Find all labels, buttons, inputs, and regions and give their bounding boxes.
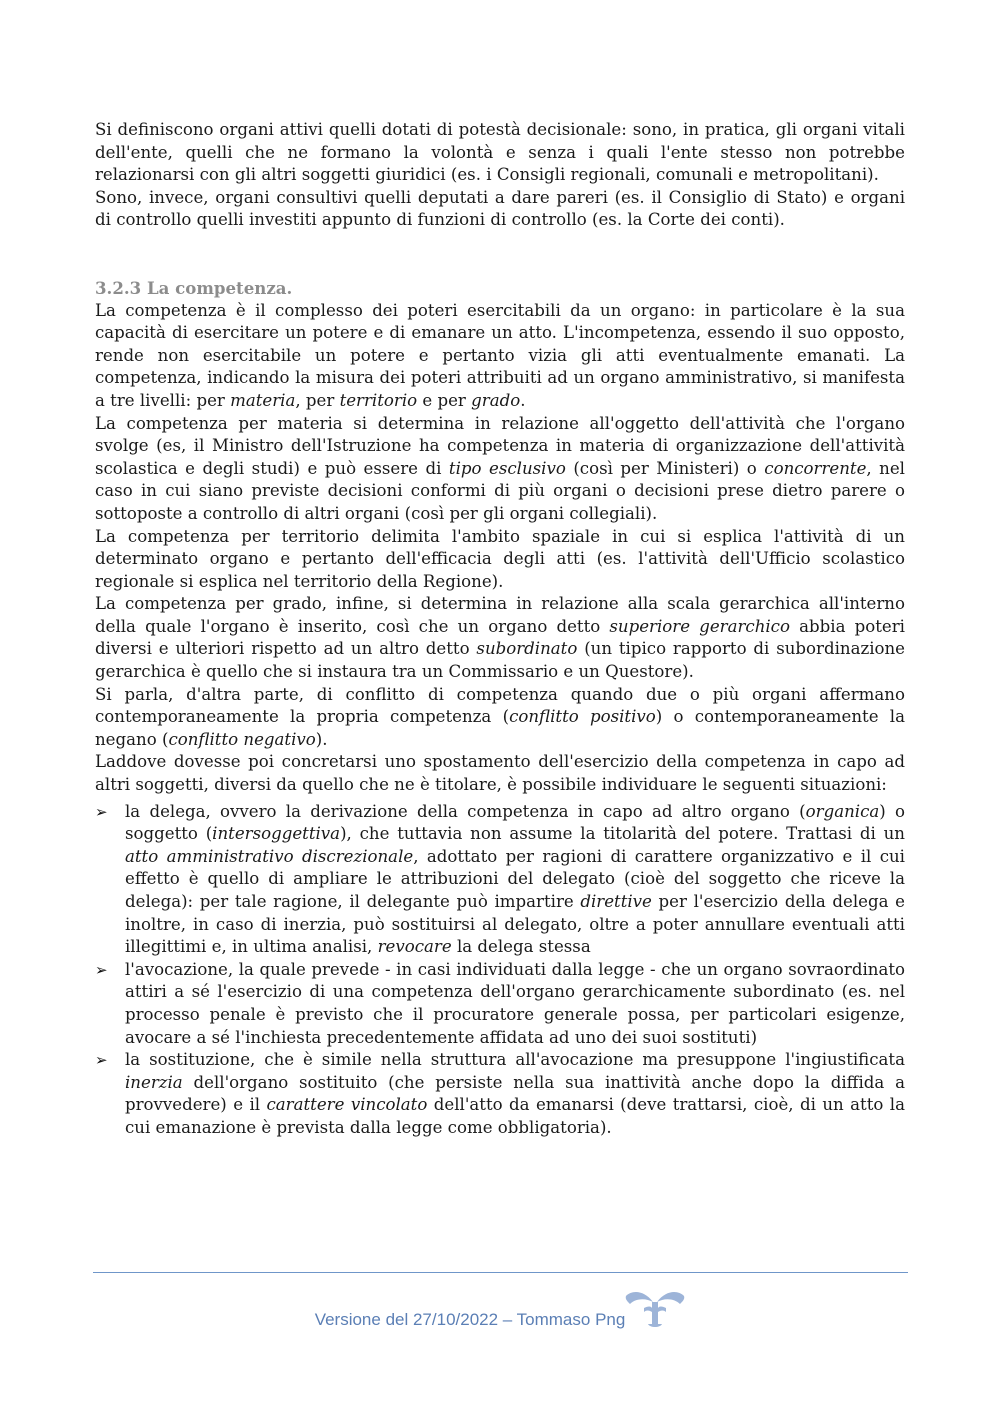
italic-term: revocare [377,937,452,957]
italic-term: materia [230,390,296,410]
list-item-avocazione [95,959,905,1049]
logo-shapes [626,1292,685,1327]
text-run: , nel caso in cui siano previste decisioni conformi di più organi o decisioni prese dietro parere o sottoposte a controllo di altri organi (così per gli organi collegiali). [95,458,905,523]
situations-list [95,801,905,1140]
italic-term: direttive [580,892,652,911]
italic-term: territorio [339,390,418,410]
footer-version-text: Versione del 27/10/2022 – Tommaso Png [314,1310,626,1329]
arrow-bullet-icon: ➢ [95,960,108,979]
italic-term: conflitto negativo [168,729,316,749]
italic-term: superiore gerarchico [609,616,790,636]
italic-term: organica [805,801,880,821]
text-run: ) o contemporaneamente la negano ( [95,707,905,749]
text-run: ). [315,729,328,749]
paragraph-competenza-territorio: La competenza per territorio delimita l'ambito spaziale in cui si esplica l'attività di un determinato organo e pertanto dell'efficacia degli atti (es. l'attività dell'Ufficio scolastico regionale si esplica nel territorio della Regione). [95,526,905,591]
text-run: abbia poteri diversi e ulteriori rispetto ad un altro detto [95,616,905,659]
text-run: . [520,390,526,410]
paragraph-organi-attivi: Si definiscono organi attivi quelli dotati di potestà decisionale: sono, in pratica, gli organi vitali dell'ente, quelli che ne formano la volontà e senza i quali l'ente stesso non potrebbe relazionarsi con gli altri soggetti giuridici (es. i Consigli regionali, comunali e metropolitani). [95,120,905,185]
list-item-sostituzione [95,1049,905,1139]
paragraph-conflitto-competenza [95,684,905,752]
italic-term: grado [471,390,521,410]
text-run: (un tipico rapporto di subordinazione gerarchica è quello che si instaura tra un Commissario e un Questore). [95,639,906,682]
arrow-bullet-icon: ➢ [95,1051,108,1070]
arrow-bullet-icon: ➢ [95,802,108,821]
italic-term: concorrente [764,458,867,478]
footer-divider [93,1272,908,1273]
italic-term: tipo esclusivo [448,458,566,478]
text-run: ) o soggetto ( [125,801,905,844]
list-item-delega [95,801,905,959]
paragraph-competenza-definizione [95,300,905,413]
text-run: , per [295,390,340,410]
text-run: l'avocazione, la quale prevede - in casi individuati dalla legge - che un organo sovraordinato attiri a sé l'esercizio di una competenza dell'organo gerarchicamente subordinato (es. nel processo penale è previsto che il procuratore generale possa, per particolari esigenze, avocare a sé l'inchiesta precedentemente affidata ad uno dei suoi sostituti) [125,959,905,1047]
text-run: la delega stessa [451,937,591,957]
paragraph-competenza-materia [95,413,905,526]
text-run: la sostituzione, che è simile nella struttura all'avocazione ma presuppone l'ingiustificata [125,1050,905,1070]
text-run: e per [417,390,472,410]
text-run: dell'organo sostituito (che persiste nella sua inattività anche dopo la diffida a provvedere) e il [125,1072,905,1115]
text-run: la delega, ovvero la derivazione della competenza in capo ad altro organo ( [125,801,806,821]
page-content [95,119,905,1140]
paragraph-organi-consultivi: Sono, invece, organi consultivi quelli deputati a dare pareri (es. il Consiglio di Stato) e organi di controllo quelli investiti appunto di funzioni di controllo (es. la Corte dei conti). [95,187,905,230]
italic-term: subordinato [476,639,578,659]
italic-term: atto amministrativo discrezionale [125,846,414,866]
text-run: , adottato per ragioni di carattere organizzativo e il cui effetto è quello di ampliare le attribuzioni del delegato (cioè del soggetto che riceve la delega): per tale ragione, il delegante può impartire [125,846,905,911]
text-run: La competenza è il complesso dei poteri esercitabili da un organo: in particolare è la sua capacità di esercitare un potere e di emanare un atto. L'incompetenza, essendo il suo opposto, rende non esercitabile un potere e pertanto vizia gli atti eventualmente emanati. La competenza, indicando la misura dei poteri attribuiti ad un organo amministrativo, si manifesta a tre livelli: per [95,300,905,410]
text-run: ), che tuttavia non assume la titolarità del potere. Trattasi di un [340,824,905,844]
section-heading: 3.2.3 La competenza. [95,277,293,298]
paragraph-spostamento-competenza: Laddove dovesse poi concretarsi uno spostamento dell'esercizio della competenza in capo ad altri soggetti, diversi da quello che ne è titolare, è possibile individuare le seguenti situazioni: [95,752,905,795]
italic-term: conflitto positivo [509,707,656,727]
text-run: La competenza per materia si determina in relazione all'oggetto dell'attività che l'organo svolge (es, il Ministro dell'Istruzione ha competenza in materia di organizzazione dell'attività scolastica e degli studi) e può essere di [95,413,905,478]
text-run: (così per Ministeri) o [565,458,765,478]
italic-term: inerzia [125,1072,183,1092]
section-gap [95,232,905,277]
italic-term: intersoggettiva [212,824,341,844]
text-run: Si parla, d'altra parte, di conflitto di competenza quando due o più organi affermano contemporaneamente la propria competenza ( [95,684,905,727]
fountain-logo-icon [622,1288,688,1330]
text-run: La competenza per grado, infine, si determina in relazione alla scala gerarchica all'interno della quale l'organo è inserito, così che un organo detto [95,594,905,636]
italic-term: carattere vincolato [266,1095,428,1115]
paragraph-competenza-grado [95,593,905,683]
text-run: per l'esercizio della delega e inoltre, in caso di inerzia, può sostituirsi al delegato, oltre a poter annullare eventuali atti illegittimi e, in ultima analisi, [125,892,905,957]
text-run: dell'atto da emanarsi (deve trattarsi, cioè, di un atto la cui emanazione è prevista dalla legge come obbligatoria). [125,1095,905,1137]
